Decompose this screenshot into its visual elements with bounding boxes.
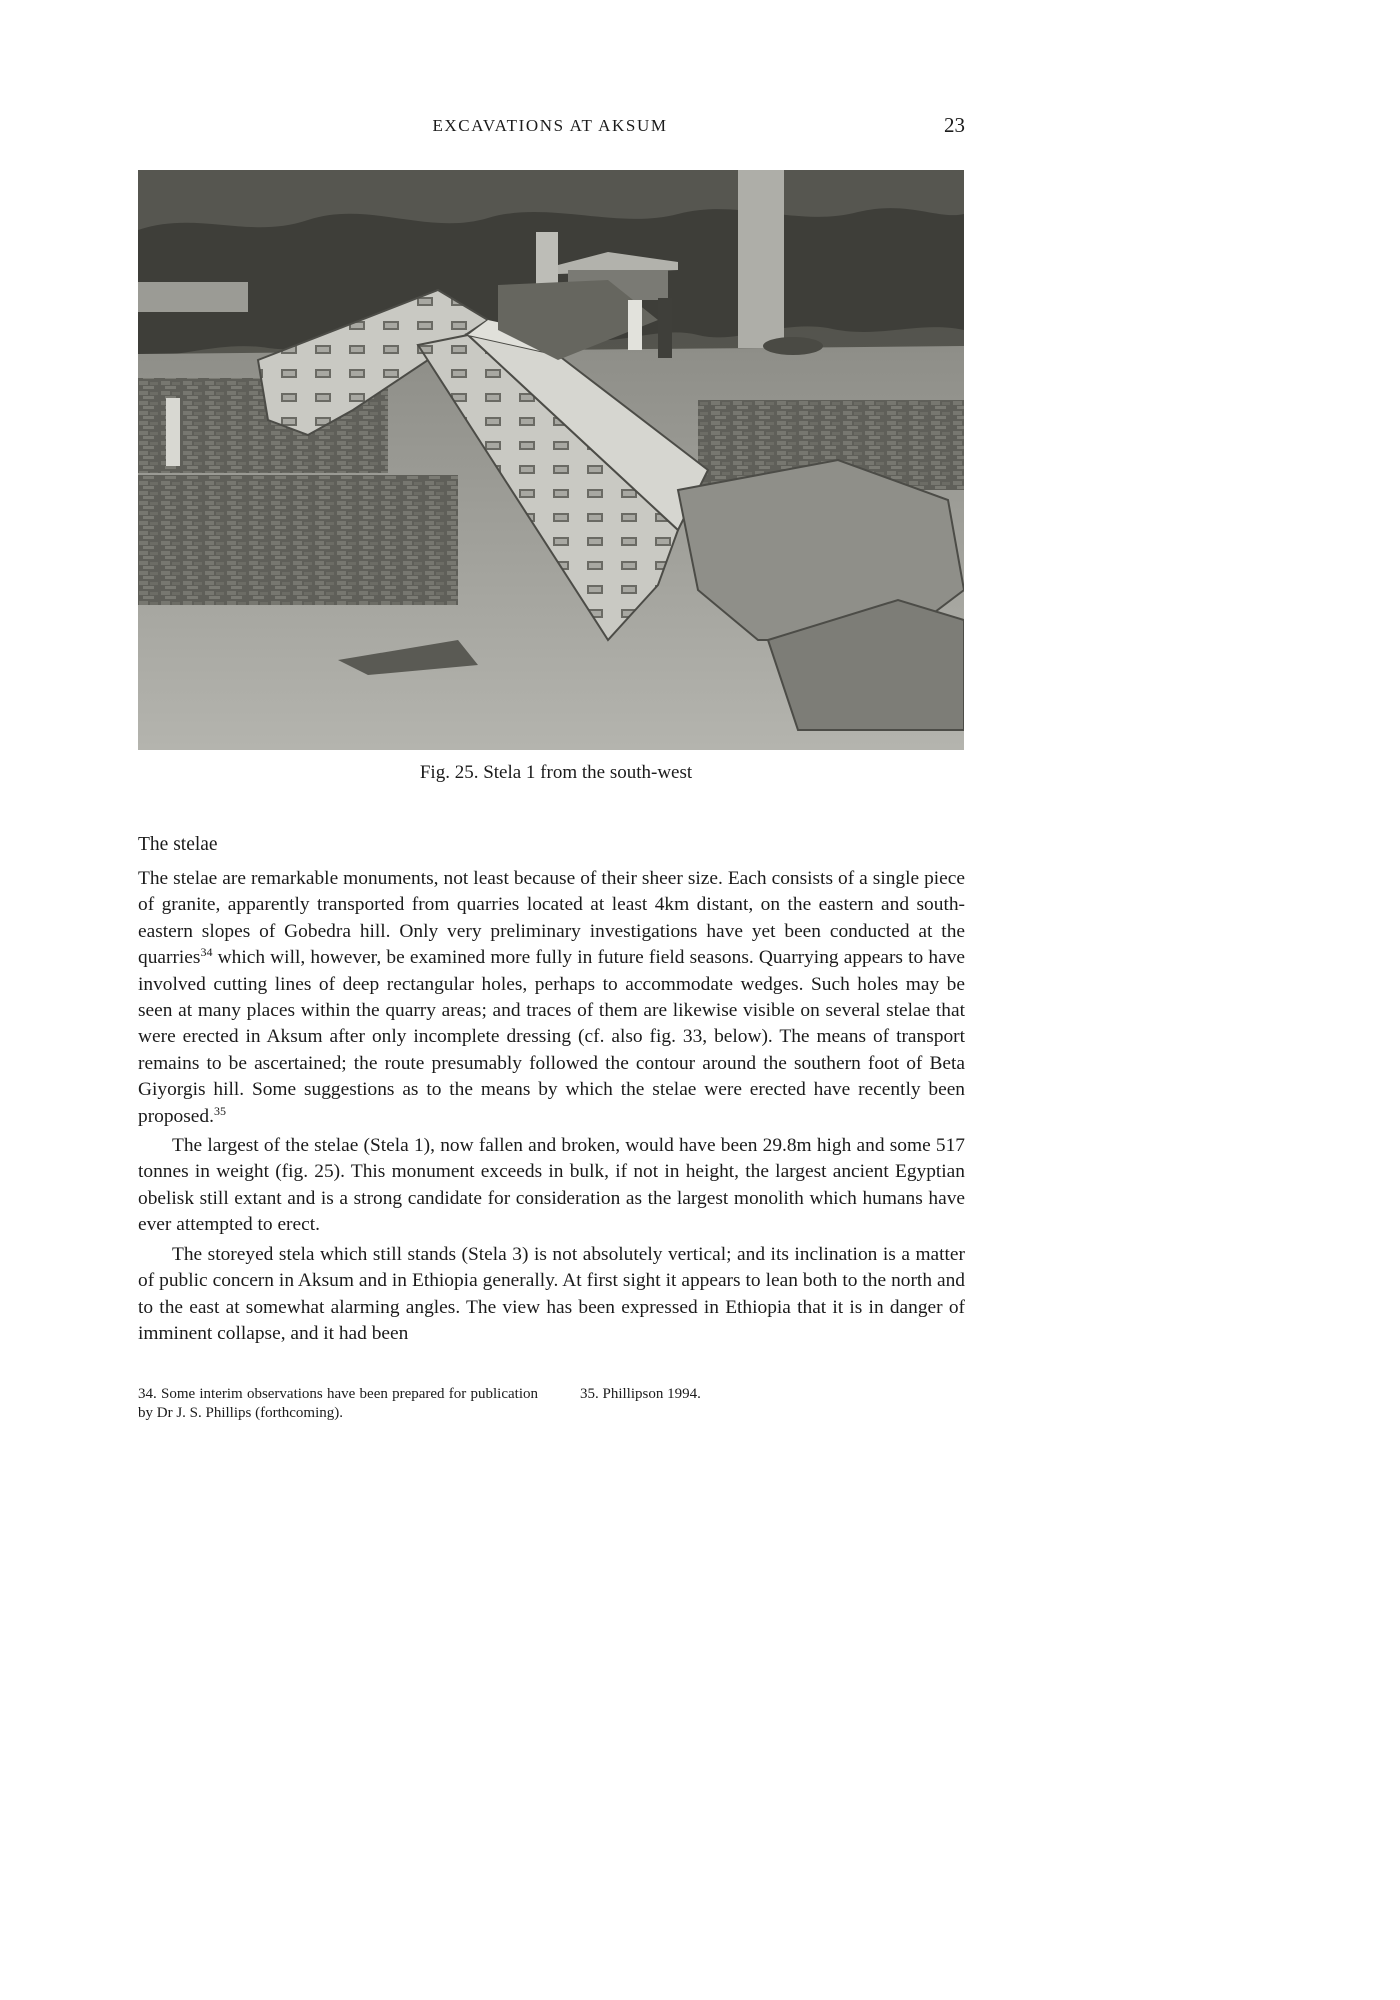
footnote-35: 35. Phillipson 1994. — [580, 1386, 701, 1402]
page-number: 23 — [944, 113, 965, 137]
body-text — [138, 866, 965, 1347]
footnote-34: 34. Some interim observations have been prepared for publication by Dr J. S. Phillips (forthcoming). — [138, 1386, 538, 1421]
paragraph-3: The storeyed stela which still stands (Stela 3) is not absolutely vertical; and its inclination is a matter of public concern in Aksum and in Ethiopia generally. At first sight it appears to lean both to the north and to the east at somewhat alarming angles. The view has been expressed in Ethiopia that it is in danger of imminent collapse, and it had been — [138, 1243, 965, 1344]
paragraph-2: The largest of the stelae (Stela 1), now fallen and broken, would have been 29.8m high and some 517 tonnes in weight (fig. 25). This monument exceeds in bulk, if not in height, the largest ancient Egyptian obelisk still extant and is a strong candidate for consideration as the largest monolith which humans have ever attempted to erect. — [138, 1135, 965, 1236]
stela-photo-illustration — [138, 170, 964, 750]
footnote-ref-35: 35 — [213, 1103, 226, 1118]
paragraph-1-part-1: The stelae are remarkable monuments, not least because of their sheer size. Each consists of a single piece of granite, apparently transported from quarries located at least 4km distant, on the eastern and south-eastern slopes of Gobedra hill. Only very preliminary investigations have yet been conducted at the quarries — [138, 868, 965, 969]
section-heading: The stelae — [138, 834, 218, 855]
figure-photograph — [138, 170, 964, 750]
footnote-ref-34: 34 — [200, 945, 213, 960]
figure-caption: Fig. 25. Stela 1 from the south-west — [419, 762, 693, 783]
paragraph-1 — [138, 866, 965, 1130]
running-title: EXCAVATIONS AT AKSUM — [432, 116, 668, 135]
paragraph-1-part-2: which will, however, be examined more fully in future field seasons. Quarrying appears to have involved cutting lines of deep rectangular holes, perhaps to accommodate wedges. Such holes may be seen at many places within the quarry areas; and traces of them are likewise visible on several stelae that were erected in Aksum after only incomplete dressing (cf. also fig. 33, below). The means of transport remains to be ascertained; the route presumably followed the contour around the southern foot of Beta Giyorgis hill. Some suggestions as to the means by which the stelae were erected have recently been proposed. — [138, 947, 965, 1127]
running-head — [0, 113, 1100, 140]
